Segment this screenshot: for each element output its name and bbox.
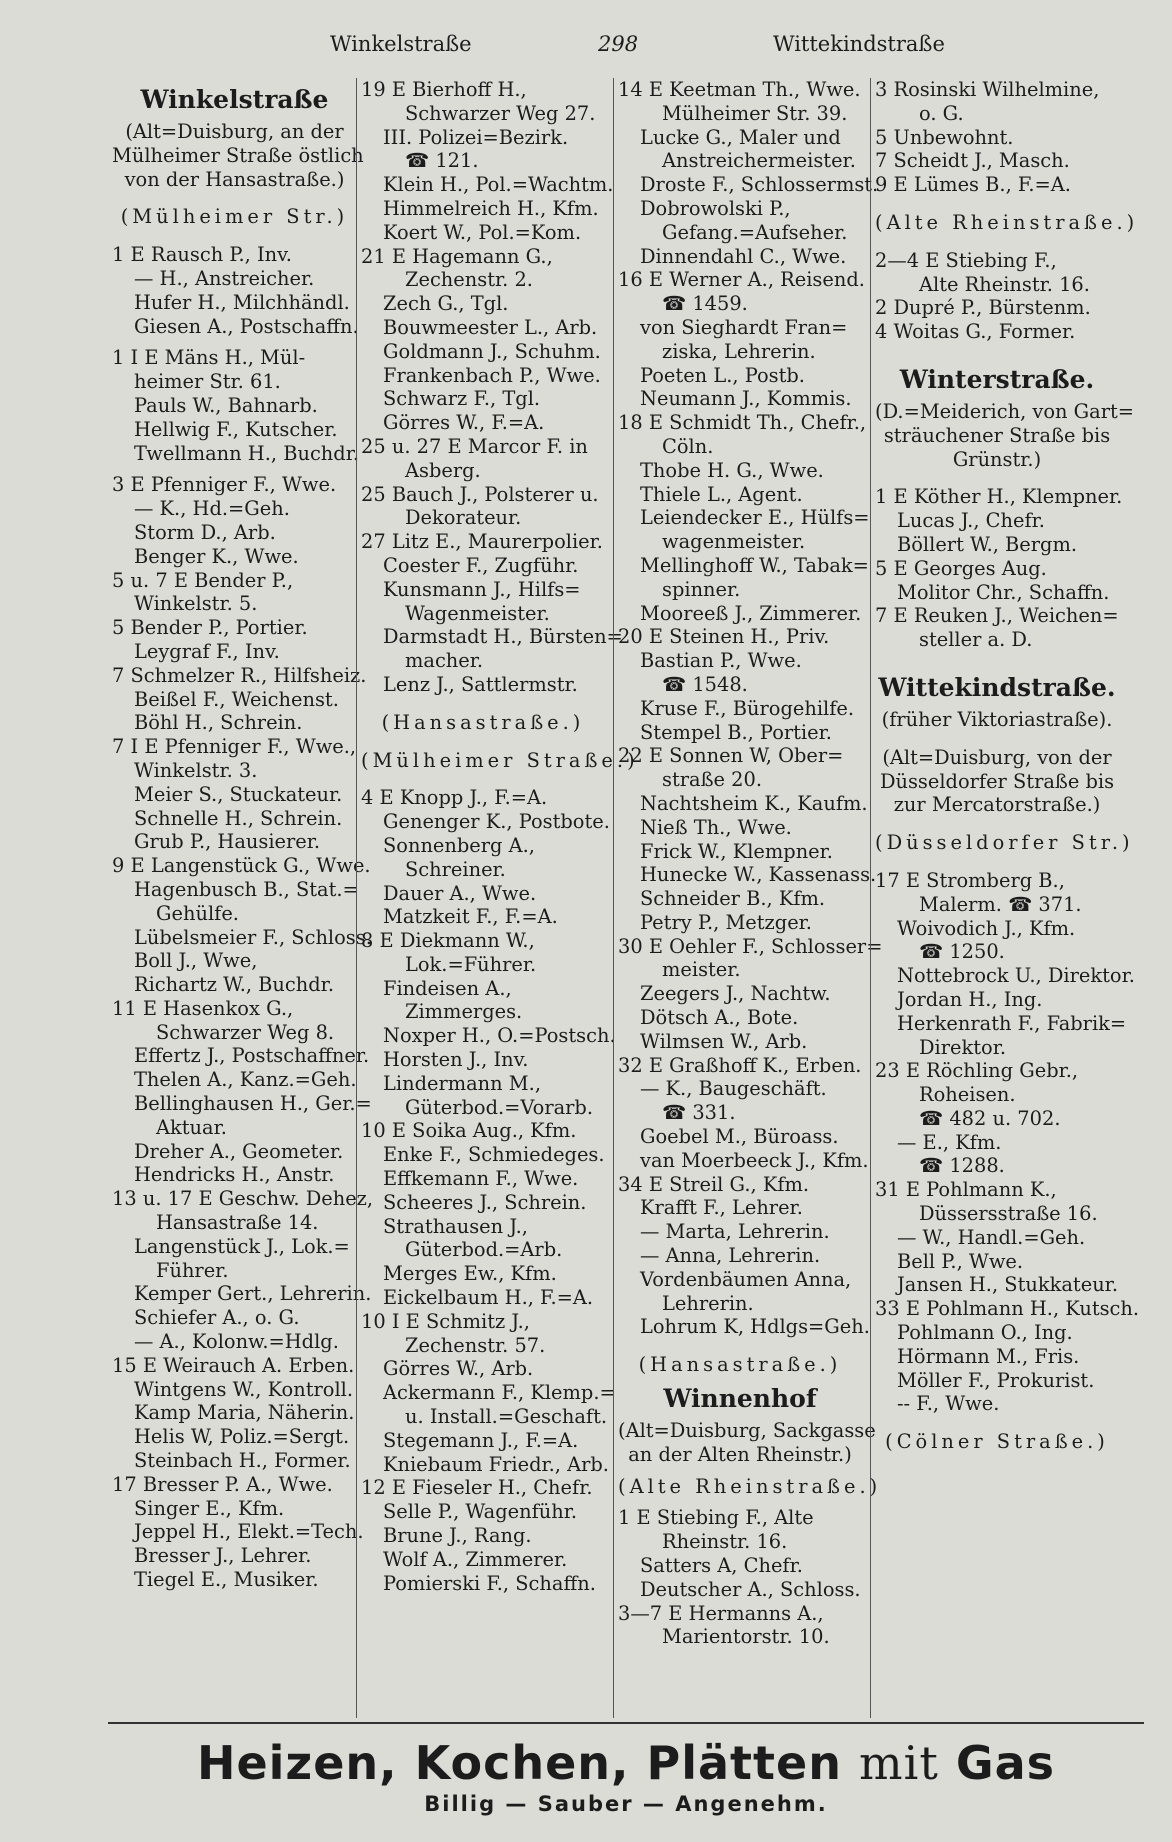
page-header [0,32,1172,66]
directory-entry: Wintgens W., Kontroll. [134,1377,354,1401]
directory-entry: 2 Dupré P., Bürstenm. [875,296,1091,320]
directory-entry: o. G. [919,101,964,125]
directory-entry: Hufer H., Milchhändl. [134,290,350,314]
directory-entry: 21 E Hagemann G., [361,244,553,268]
directory-entry: Boll J., Wwe, [134,949,258,973]
directory-entry: 15 E Weirauch A. Erben. [112,1353,355,1377]
directory-entry: 7 I E Pfenniger F., Wwe., [112,735,357,759]
directory-entry: 31 E Pohlmann K., [875,1178,1057,1202]
spacer [361,772,605,786]
directory-entry: Kniebaum Friedr., Arb. [383,1452,609,1476]
directory-entry: Güterbod.=Arb. [405,1238,563,1262]
directory-entry: 5 Unbewohnt. [875,125,1014,149]
directory-entry: Findeisen A., [383,976,512,1000]
directory-entry: 23 E Röchling Gebr., [875,1059,1079,1083]
directory-entry: Dobrowolski P., [640,196,791,220]
directory-entry: 2—4 E Stiebing F., [875,248,1057,272]
directory-entry: meister. [662,958,741,982]
directory-entry: Coester F., Zugführ. [383,553,579,577]
directory-entry: Helis W, Poliz.=Sergt. [134,1425,350,1449]
spacer [875,732,1119,746]
directory-entry: 4 Woitas G., Former. [875,320,1076,344]
directory-entry: Malerm. ☎ 371. [919,892,1082,916]
directory-columns [108,78,1144,1718]
directory-entry: Dauer A., Wwe. [383,881,537,905]
directory-entry: Strathausen J., [383,1214,528,1238]
directory-entry: — A., Kolonw.=Hdlg. [134,1330,339,1354]
directory-entry: Richartz W., Buchdr. [134,973,334,997]
directory-entry: 33 E Pohlmann H., Kutsch. [875,1297,1140,1321]
directory-entry: Kunsmann J., Hilfs= [383,577,581,601]
directory-entry: ziska, Lehrerin. [662,339,816,363]
directory-entry: Böhl H., Schrein. [134,711,303,735]
directory-entry: 1 I E Mäns H., Mül- [112,346,306,370]
directory-entry: Storm D., Arb. [134,520,276,544]
spacer [112,191,357,205]
directory-entry: Kamp Maria, Näherin. [134,1401,355,1425]
directory-entry: Hunecke W., Kassenass. [640,863,877,887]
spacer [875,1416,1119,1430]
directory-entry: Anstreichermeister. [662,149,856,173]
directory-entry: 3 Rosinski Wilhelmine, [875,78,1100,101]
directory-entry: Frankenbach P., Wwe. [383,363,601,387]
directory-entry: 9 E Lümes B., F.=A. [875,173,1071,197]
directory-entry: Petry P., Metzger. [640,910,812,934]
street-description: von der Hansastraße.) [124,167,345,191]
directory-entry: Herkenrath F., Fabrik= [897,1011,1127,1035]
directory-entry: Bell P., Wwe. [897,1249,1024,1273]
directory-entry: — H., Anstreicher. [134,266,315,290]
directory-entry: Enke F., Schmiedeges. [383,1143,605,1167]
directory-entry: Bresser J., Lehrer. [134,1544,312,1568]
directory-entry: Merges Ew., Kfm. [383,1262,557,1286]
directory-entry: Böllert W., Bergm. [897,532,1078,556]
directory-entry: 3 E Pfenniger F., Wwe. [112,473,337,497]
directory-entry: Goldmann J., Schuhm. [383,339,601,363]
directory-entry: Bellinghausen H., Ger.= [134,1092,372,1116]
directory-entry: steller a. D. [919,628,1033,652]
spacer [361,697,605,711]
directory-entry: 20 E Steinen H., Priv. [618,625,830,649]
spacer [875,652,1119,666]
directory-entry: Lindermann M., [383,1071,541,1095]
directory-entry: 5 Bender P., Portier. [112,616,308,640]
street-description: (Alt=Duisburg, Sackgasse [618,1419,876,1443]
spacer [361,735,605,749]
header-right-street: Wittekindstraße [773,32,945,56]
ad-headline-part2: Gas [955,1736,1056,1790]
directory-entry: Zimmerges. [405,1000,523,1024]
directory-entry: ☎ 1459. [662,292,748,316]
directory-entry: Woivodich J., Kfm. [897,916,1076,940]
directory-entry: ☎ 121. [405,149,479,173]
directory-entry: — K., Baugeschäft. [640,1077,827,1101]
directory-entry: Mellinghoff W., Tabak= [640,553,869,577]
page-number: 298 [598,32,639,56]
ad-slogan: Billig — Sauber — Angenehm. [424,1792,828,1816]
spacer [875,471,1119,485]
directory-entry: Görres W., F.=A. [383,411,545,435]
street-heading: Wittekindstraße. [878,672,1116,702]
directory-entry: van Moerbeeck J., Kfm. [640,1148,869,1172]
ad-headline-part1: Heizen, Kochen, Plätten [196,1736,842,1790]
directory-entry: Tiegel E., Musiker. [134,1568,319,1592]
spacer [112,465,357,473]
directory-entry: Eickelbaum H., F.=A. [383,1286,594,1310]
directory-entry: — Marta, Lehrerin. [640,1220,830,1244]
directory-entry: Aktuar. [156,1115,227,1139]
directory-entry: 11 E Hasenkox G., [112,996,294,1020]
directory-entry: Alte Rheinstr. 16. [919,272,1090,296]
column-1 [108,78,374,1718]
directory-entry: Düssersstraße 16. [919,1202,1098,1226]
street-description: (früher Viktoriastraße). [881,707,1113,731]
directory-entry: Stempel B., Portier. [640,720,832,744]
directory-entry: Mülheimer Str. 39. [662,101,848,125]
directory-entry: Giesen A., Postschaffn. [134,314,359,338]
header-left-street: Winkelstraße [330,32,472,56]
directory-entry: Thiele L., Agent. [640,482,803,506]
directory-entry: Zeegers J., Nachtw. [640,982,831,1006]
directory-entry: Direktor. [919,1035,1007,1059]
directory-entry: Brune J., Rang. [383,1524,532,1548]
directory-entry: u. Install.=Geschaft. [405,1405,608,1429]
directory-entry: 7 Schmelzer R., Hilfsheiz. [112,663,367,687]
directory-entry: Gefang.=Aufseher. [662,220,848,244]
directory-entry: 25 u. 27 E Marcor F. in [361,434,588,458]
directory-entry: Leygraf F., Inv. [134,639,280,663]
directory-entry: Molitor Chr., Schaffn. [897,580,1110,604]
directory-entry: Gehülfe. [156,901,239,925]
directory-entry: Lucas J., Chefr. [897,509,1045,533]
directory-entry: 10 E Soika Aug., Kfm. [361,1119,577,1143]
directory-entry: 8 E Diekmann W., [361,929,535,953]
directory-entry: ☎ 1548. [662,672,748,696]
spacer [875,197,1119,211]
ad-headline-mit: mit [859,1736,939,1790]
directory-entry: Winkelstr. 5. [134,592,258,616]
directory-entry: — Anna, Lehrerin. [640,1244,821,1268]
directory-entry: spinner. [662,577,741,601]
directory-entry: Sonnenberg A., [383,833,535,857]
directory-entry: ☎ 331. [662,1101,736,1125]
spacer [875,817,1119,831]
directory-entry: Frick W., Klempner. [640,839,833,863]
spacer [112,338,357,346]
street-heading: Winkelstraße [140,85,329,114]
directory-entry: Stegemann J., F.=A. [383,1428,579,1452]
directory-entry: Zechenstr. 2. [405,268,533,292]
directory-entry: Dreher A., Geometer. [134,1139,344,1163]
spacer [875,855,1119,869]
directory-entry: Güterbod.=Vorarb. [405,1095,593,1119]
directory-entry: 1 E Stiebing F., Alte [618,1506,814,1530]
directory-entry: ☎ 482 u. 702. [919,1106,1061,1130]
directory-entry: Poeten L., Postb. [640,363,805,387]
directory-entry: Lübelsmeier F., Schloss. [134,925,372,949]
directory-entry: Himmelreich H., Kfm. [383,196,599,220]
directory-entry: Meier S., Stuckateur. [134,782,343,806]
directory-entry: Deutscher A., Schloss. [640,1577,861,1601]
directory-entry: Scheeres J., Schrein. [383,1190,587,1214]
spacer [875,344,1119,358]
directory-entry: Matzkeit F., F.=A. [383,905,558,929]
directory-entry: Bouwmeester L., Arb. [383,315,598,339]
directory-entry: 22 E Sonnen W, Ober= [618,744,844,768]
cross-street-marker: (Alte Rheinstraße.) [875,210,1139,234]
spacer [875,235,1119,249]
street-heading: Winterstraße. [899,364,1095,394]
directory-entry: Cöln. [662,434,714,458]
column-2 [356,78,639,1718]
directory-entry: Horsten J., Inv. [383,1048,529,1072]
directory-entry: Thobe H. G., Wwe. [640,458,824,482]
directory-entry: Zech G., Tgl. [383,292,509,316]
street-description: Düsseldorfer Straße bis [879,769,1115,793]
directory-entry: 7 E Reuken J., Weichen= [875,604,1119,628]
directory-entry: Pauls W., Bahnarb. [134,393,318,417]
directory-entry: Hansastraße 14. [156,1211,319,1235]
spacer [618,1467,862,1475]
directory-entry: 27 Litz E., Maurerpolier. [361,530,603,554]
spacer [112,229,357,243]
cross-street-marker: (Mülheimer Straße.) [361,748,639,772]
directory-entry: 25 Bauch J., Polsterer u. [361,482,599,506]
directory-entry: Schnelle H., Schrein. [134,806,343,830]
directory-entry: 7 Scheidt J., Masch. [875,149,1070,173]
directory-entry: -- F., Wwe. [897,1392,1000,1416]
directory-entry: Hellwig F., Kutscher. [134,417,338,441]
street-description: an der Alten Rheinstr.) [628,1442,852,1466]
directory-entry: Effkemann F., Wwe. [383,1167,579,1191]
street-description: (D.=Meiderich, von Gart= [875,399,1135,423]
directory-entry: Marientorstr. 10. [662,1625,830,1649]
street-description: sträuchener Straße bis [883,423,1111,447]
directory-entry: Rheinstr. 16. [662,1530,788,1554]
directory-entry: von Sieghardt Fran= [640,315,848,339]
gas-advertisement [108,1722,1144,1834]
directory-entry: Twellmann H., Buchdr. [134,441,360,465]
directory-entry: Thelen A., Kanz.=Geh. [134,1068,357,1092]
directory-entry: Wagenmeister. [405,601,550,625]
cross-street-marker: (Alte Rheinstraße.) [618,1474,882,1498]
directory-entry: heimer Str. 61. [134,370,281,394]
directory-entry: Asberg. [405,458,481,482]
directory-entry: Noxper H., O.=Postsch. [383,1024,616,1048]
street-description: Mülheimer Straße östlich [112,143,364,167]
directory-entry: Goebel M., Büroass. [640,1125,839,1149]
cross-street-marker: (Düsseldorfer Str.) [875,831,1134,855]
directory-entry: Grub P., Hausierer. [134,830,321,854]
column-3 [613,78,883,1718]
directory-entry: wagenmeister. [662,530,806,554]
directory-entry: Satters A, Chefr. [640,1554,803,1578]
ad-headline [108,1736,1144,1790]
directory-entry: Pohlmann O., Ing. [897,1321,1073,1345]
directory-entry: Kruse F., Bürogehilfe. [640,696,855,720]
directory-entry: 1 E Köther H., Klempner. [875,485,1123,509]
directory-entry: Nieß Th., Wwe. [640,815,792,839]
directory-entry: Mooreeß J., Zimmerer. [640,601,862,625]
cross-street-marker: (Hansastraße.) [638,1353,842,1377]
directory-entry: Benger K., Wwe. [134,544,299,568]
directory-entry: Beißel F., Weichenst. [134,687,339,711]
directory-entry: Neumann J., Kommis. [640,387,852,411]
street-description: zur Mercatorstraße.) [893,793,1101,817]
directory-entry: — K., Hd.=Geh. [134,497,290,521]
directory-entry: Roheisen. [919,1083,1016,1107]
directory-entry: Darmstadt H., Bürsten= [383,625,623,649]
directory-entry: 9 E Langenstück G., Wwe. [112,854,371,878]
directory-entry: — W., Handl.=Geh. [897,1225,1086,1249]
directory-entry: Pomierski F., Schaffn. [383,1571,596,1595]
directory-entry: Hendricks H., Anstr. [134,1163,335,1187]
directory-entry: 4 E Knopp J., F.=A. [361,786,548,810]
directory-entry: Jansen H., Stukkateur. [897,1273,1118,1297]
directory-entry: Nottebrock U., Direktor. [897,964,1135,988]
directory-entry: Dekorateur. [405,506,522,530]
directory-entry: Jordan H., Ing. [897,987,1043,1011]
directory-entry: 32 E Graßhoff K., Erben. [618,1053,862,1077]
directory-entry: macher. [405,649,484,673]
cross-street-marker: (Mülheimer Str.) [120,205,349,229]
directory-entry: Lohrum K, Hdlgs=Geh. [640,1315,870,1339]
directory-entry: 17 E Stromberg B., [875,868,1065,892]
spacer [618,1498,862,1506]
directory-entry: Selle P., Wagenführ. [383,1500,578,1524]
directory-entry: Lucke G., Maler und [640,125,841,149]
directory-entry: 10 I E Schmitz J., [361,1309,530,1333]
directory-entry: Koert W., Pol.=Kom. [383,220,582,244]
directory-entry: Dinnendahl C., Wwe. [640,244,847,268]
column-4 [870,78,1140,1718]
directory-entry: 5 E Georges Aug. [875,556,1047,580]
directory-entry: Leiendecker E., Hülfs= [640,506,870,530]
street-heading: Winnenhof [663,1384,817,1414]
directory-entry: Lok.=Führer. [405,952,537,976]
directory-entry: Görres W., Arb. [383,1357,534,1381]
directory-entry: Winkelstr. 3. [134,758,258,782]
directory-entry: Langenstück J., Lok.= [134,1234,350,1258]
spacer [618,1339,862,1353]
directory-entry: ☎ 1250. [919,940,1005,964]
directory-entry: Bastian P., Wwe. [640,649,802,673]
directory-entry: Steinbach H., Former. [134,1449,351,1473]
directory-entry: Schiefer A., o. G. [134,1306,300,1330]
directory-entry: Singer E., Kfm. [134,1496,285,1520]
directory-entry: Dötsch A., Bote. [640,1006,799,1030]
directory-entry: Schwarz F., Tgl. [383,387,541,411]
cross-street-marker: (Cölner Straße.) [885,1430,1109,1454]
directory-entry: Schreiner. [405,857,506,881]
directory-entry: 18 E Schmidt Th., Chefr., [618,411,867,435]
directory-entry: ☎ 1288. [919,1154,1005,1178]
directory-entry: 34 E Streil G., Kfm. [618,1172,810,1196]
directory-entry: Zechenstr. 57. [405,1333,546,1357]
directory-entry: 17 Bresser P. A., Wwe. [112,1472,333,1496]
directory-entry: Möller F., Prokurist. [897,1368,1095,1392]
cross-street-marker: (Hansastraße.) [381,710,585,734]
directory-entry: Kemper Gert., Lehrerin. [134,1282,372,1306]
street-description: (Alt=Duisburg, von der [882,745,1112,769]
directory-entry: Genenger K., Postbote. [383,810,610,834]
directory-entry: Ackermann F., Klemp.= [383,1381,616,1405]
directory-entry: 3—7 E Hermanns A., [618,1601,824,1625]
directory-entry: Jeppel H., Elekt.=Tech. [134,1520,364,1544]
directory-entry: III. Polizei=Bezirk. [383,125,569,149]
directory-entry: Hörmann M., Fris. [897,1344,1080,1368]
directory-entry: Effertz J., Postschaffner. [134,1044,370,1068]
directory-entry: Klein H., Pol.=Wachtm. [383,173,614,197]
directory-entry: Vordenbäumen Anna, [640,1267,852,1291]
directory-entry: — E., Kfm. [897,1130,1002,1154]
directory-entry: straße 20. [662,768,763,792]
directory-entry: Schwarzer Weg 27. [405,101,596,125]
directory-entry: 16 E Werner A., Reisend. [618,268,865,292]
directory-entry: Wolf A., Zimmerer. [383,1547,568,1571]
directory-entry: Droste F., Schlossermst. [640,173,879,197]
directory-entry: 12 E Fieseler H., Chefr. [361,1476,593,1500]
directory-entry: Schneider B., Kfm. [640,887,826,911]
directory-entry: Nachtsheim K., Kaufm. [640,791,868,815]
directory-entry: Lenz J., Sattlermstr. [383,672,578,696]
directory-entry: Führer. [156,1258,229,1282]
directory-entry: Krafft F., Lehrer. [640,1196,803,1220]
directory-entry: Lehrerin. [662,1291,754,1315]
directory-entry: 5 u. 7 E Bender P., [112,568,294,592]
directory-entry: 30 E Oehler F., Schlosser= [618,934,883,958]
directory-entry: 13 u. 17 E Geschw. Dehez, [112,1187,374,1211]
directory-entry: Schwarzer Weg 8. [156,1020,335,1044]
directory-entry: 14 E Keetman Th., Wwe. [618,78,861,101]
directory-entry: Hagenbusch B., Stat.= [134,877,359,901]
directory-entry: 19 E Bierhoff H., [361,78,527,101]
directory-entry: Wilmsen W., Arb. [640,1029,808,1053]
street-description: (Alt=Duisburg, an der [125,120,344,143]
street-description: Grünstr.) [952,447,1042,471]
directory-entry: 1 E Rausch P., Inv. [112,243,292,267]
